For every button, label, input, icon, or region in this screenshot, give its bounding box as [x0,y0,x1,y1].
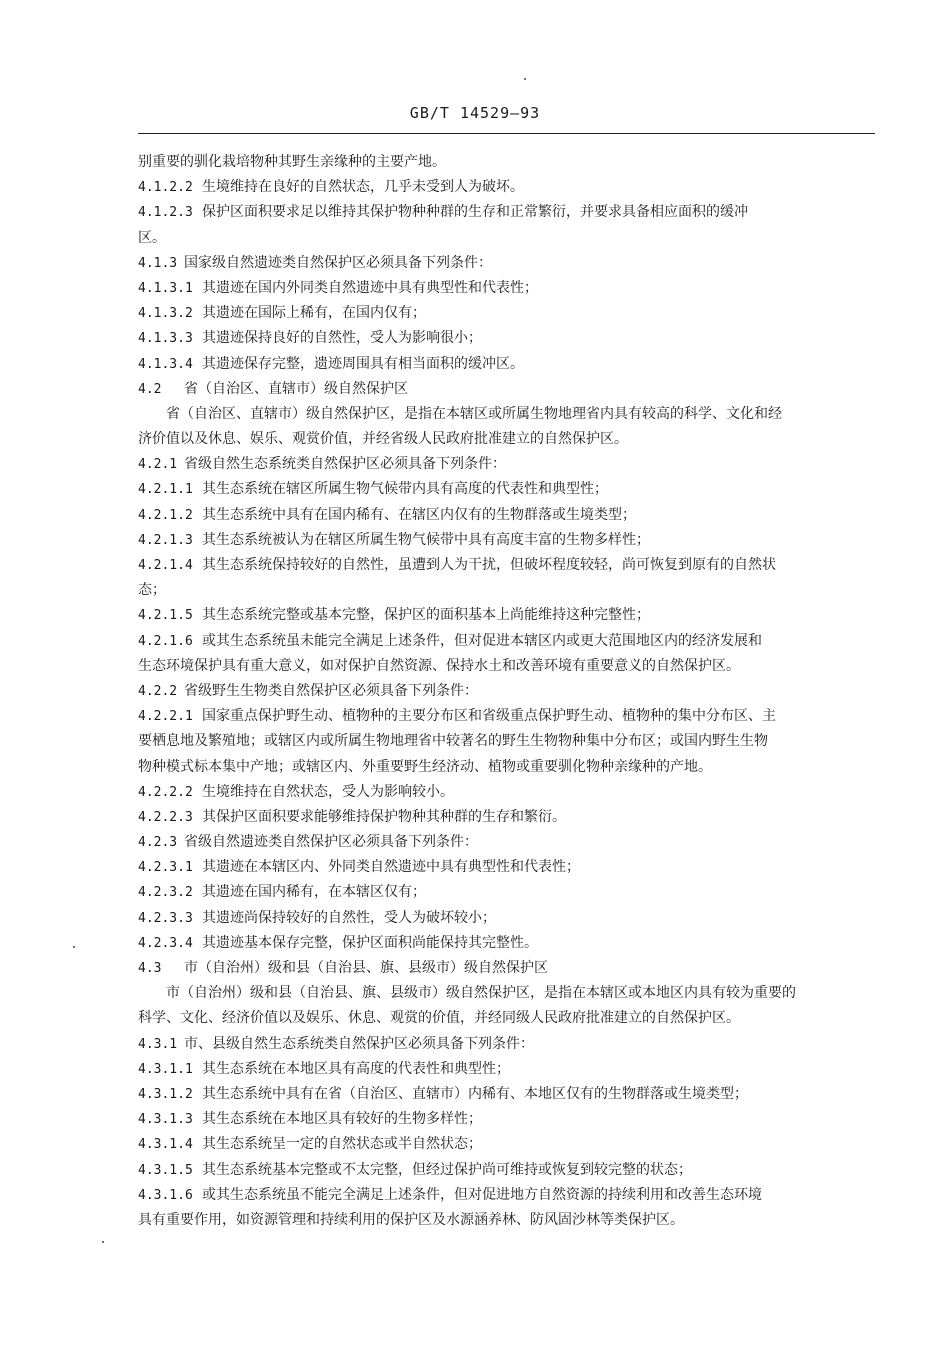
clause-number: 4.2.1.5 [138,608,193,624]
clause-line [138,477,878,502]
clause-line [138,956,878,981]
clause-line [138,906,878,931]
clause-number: 4.2.1 [138,457,178,473]
clause-line [138,805,878,830]
clause-number: 4.1.3 [138,255,178,271]
clause-number: 4.1.3.3 [138,331,193,347]
clause-line [138,679,878,704]
clause-line [138,880,878,905]
text-line [138,578,878,603]
clause-number: 4.2.3.1 [138,860,193,876]
text-line [138,729,878,754]
clause-number: 4.1.3.1 [138,280,193,296]
clause-number: 4.2.1.1 [138,482,193,498]
clause-line [138,251,878,276]
clause-line [138,553,878,578]
clause-text: 其生态系统在本地区具有较好的生物多样性； [202,1111,482,1128]
clause-text: 区。 [138,229,166,246]
clause-line [138,780,878,805]
clause-text: 生境维持在自然状态，受人为影响较小。 [202,783,454,800]
clause-text: 保护区面积要求足以维持其保护物种种群的生存和正常繁衍，并要求具备相应面积的缓冲 [202,204,748,221]
clause-text: 其生态系统中具有在省（自治区、直辖市）内稀有、本地区仅有的生物群落或生境类型； [202,1085,748,1102]
scan-speck [102,1241,104,1243]
clause-number: 4.3.1.3 [138,1112,193,1128]
clause-text: 市、县级自然生态系统类自然保护区必须具备下列条件： [184,1035,534,1052]
clause-number: 4.2.2 [138,683,178,699]
text-line [138,654,878,679]
clause-number: 4.2.1.4 [138,558,193,573]
standard-number-header: GB/T 14529—93 [409,104,541,122]
text-line [138,1208,878,1233]
clause-text: 或其生态系统虽不能完全满足上述条件，但对促进地方自然资源的持续利用和改善生态环境 [202,1186,762,1203]
clause-line [138,629,878,654]
text-line [138,1006,878,1031]
clause-line [138,1183,878,1208]
clause-line [138,452,878,477]
clause-text: 或其生态系统虽未能完全满足上述条件，但对促进本辖区内或更大范围地区内的经济发展和 [202,632,762,649]
clause-number: 4.2.1.2 [138,507,193,523]
clause-line [138,1107,878,1132]
clause-text: 其保护区面积要求能够维持保护物种其种群的生存和繁衍。 [202,808,566,825]
clause-text: 其生态系统完整或基本完整，保护区的面积基本上尚能维持这种完整性； [202,607,650,624]
clause-line [138,175,878,200]
clause-text: 其生态系统在辖区所属生物气候带内具有高度的代表性和典型性； [202,481,608,498]
clause-text: 市（自治州）级和县（自治县、旗、县级市）级自然保护区 [184,960,548,976]
clause-text: 别重要的驯化栽培物种其野生亲缘种的主要产地。 [138,154,446,170]
scan-speck [73,946,75,948]
clause-text: 物种模式标本集中产地；或辖区内、外重要野生经济动、植物或重要驯化物种亲缘种的产地。 [138,758,712,775]
clause-number: 4.2.3 [138,835,178,851]
clause-number: 4.3.1 [138,1036,178,1052]
clause-number: 4.2.1.3 [138,532,193,548]
clause-text: 济价值以及休息、娱乐、观赏价值，并经省级人民政府批准建立的自然保护区。 [138,431,628,448]
clause-line [138,503,878,528]
clause-line [138,603,878,628]
clause-text: 市（自治州）级和县（自治县、旗、县级市）级自然保护区，是指在本辖区或本地区内具有较为重要的 [166,985,796,1002]
text-line [138,402,878,427]
clause-text: 省级自然生态系统类自然保护区必须具备下列条件： [184,456,506,473]
clause-line [138,276,878,301]
clause-line [138,326,878,351]
clause-number: 4.2.2.1 [138,709,193,725]
text-line [138,427,878,452]
clause-number: 4.1.2.3 [138,205,193,221]
clause-text: 省级自然遗迹类自然保护区必须具备下列条件： [184,834,478,851]
clause-line [138,200,878,225]
clause-text: 科学、文化、经济价值以及娱乐、休息、观赏的价值，并经同级人民政府批准建立的自然保护区。 [138,1010,740,1027]
clause-text: 其遗迹在国内稀有，在本辖区仅有； [202,884,426,901]
clause-line [138,1032,878,1057]
clause-number: 4.2 [138,381,162,397]
clause-number: 4.3.1.1 [138,1061,193,1077]
clause-number: 4.1.2.2 [138,180,193,196]
clause-number: 4.3.1.2 [138,1086,193,1102]
clause-number: 4.2.3.2 [138,885,193,901]
clause-text: 要栖息地及繁殖地；或辖区内或所属生物地理省中较著名的野生生物物种集中分布区；或国内野生生物 [138,733,768,750]
header-rule [138,133,875,134]
clause-number: 4.3.1.6 [138,1187,193,1203]
clause-text: 国家重点保护野生动、植物种的主要分布区和省级重点保护野生动、植物种的集中分布区、主 [202,708,776,725]
clause-text: 其遗迹基本保存完整，保护区面积尚能保持其完整性。 [202,934,538,951]
clause-line [138,855,878,880]
clause-number: 4.3 [138,961,162,976]
clause-text: 态； [138,582,166,599]
clause-line [138,1158,878,1183]
clause-line [138,377,878,402]
clause-text: 其生态系统保持较好的自然性，虽遭到人为干扰，但破坏程度较轻，尚可恢复到原有的自然状 [202,557,776,573]
clause-text: 国家级自然遗迹类自然保护区必须具备下列条件： [184,254,492,271]
clause-text: 生态环境保护具有重大意义，如对保护自然资源、保持水土和改善环境有重要意义的自然保护区。 [138,657,740,674]
clause-text: 具有重要作用，如资源管理和持续利用的保护区及水源涵养林、防风固沙林等类保护区。 [138,1211,684,1228]
clause-text: 其遗迹保持良好的自然性，受人为影响很小； [202,330,482,347]
clause-text: 其遗迹尚保持较好的自然性，受人为破坏较小； [202,909,496,926]
clause-number: 4.1.3.4 [138,356,193,372]
clause-text: 其生态系统被认为在辖区所属生物气候带中具有高度丰富的生物多样性； [202,531,650,548]
clause-number: 4.3.1.4 [138,1137,193,1153]
clause-number: 4.3.1.5 [138,1162,193,1178]
clause-line [138,528,878,553]
clause-text: 其遗迹保存完整，遗迹周围具有相当面积的缓冲区。 [202,355,524,372]
text-line [138,981,878,1006]
clause-text: 其生态系统呈一定的自然状态或半自然状态； [202,1136,482,1153]
clause-line [138,352,878,377]
clause-line [138,1132,878,1157]
text-line [138,150,878,175]
clause-text: 其遗迹在国内外同类自然遗迹中具有典型性和代表性； [202,279,538,296]
clause-line [138,931,878,956]
clause-line [138,830,878,855]
clause-number: 4.2.3.4 [138,935,193,951]
clause-number: 4.2.2.3 [138,809,193,825]
clause-line [138,301,878,326]
clause-line [138,1057,878,1082]
clause-text: 其生态系统中具有在国内稀有、在辖区内仅有的生物群落或生境类型； [202,506,636,523]
clause-number: 4.2.1.6 [138,633,193,649]
clause-line [138,704,878,729]
document-body [138,150,878,1233]
clause-number: 4.2.2.2 [138,784,193,800]
clause-text: 省（自治区、直辖市）级自然保护区 [184,380,408,397]
text-line [138,226,878,251]
clause-text: 其生态系统在本地区具有高度的代表性和典型性； [202,1060,510,1077]
text-line [138,755,878,780]
clause-text: 生境维持在良好的自然状态，几乎未受到人为破坏。 [202,179,524,196]
scan-speck [524,78,526,80]
clause-number: 4.2.3.3 [138,910,193,926]
clause-text: 其生态系统基本完整或不太完整，但经过保护尚可维持或恢复到较完整的状态； [202,1161,692,1178]
clause-number: 4.1.3.2 [138,306,193,322]
clause-text: 其遗迹在本辖区内、外同类自然遗迹中具有典型性和代表性； [202,859,580,876]
clause-text: 其遗迹在国际上稀有，在国内仅有； [202,305,426,322]
clause-line [138,1082,878,1107]
clause-text: 省级野生生物类自然保护区必须具备下列条件： [184,682,478,699]
clause-text: 省（自治区、直辖市）级自然保护区，是指在本辖区或所属生物地理省内具有较高的科学、文化和经 [166,405,782,422]
